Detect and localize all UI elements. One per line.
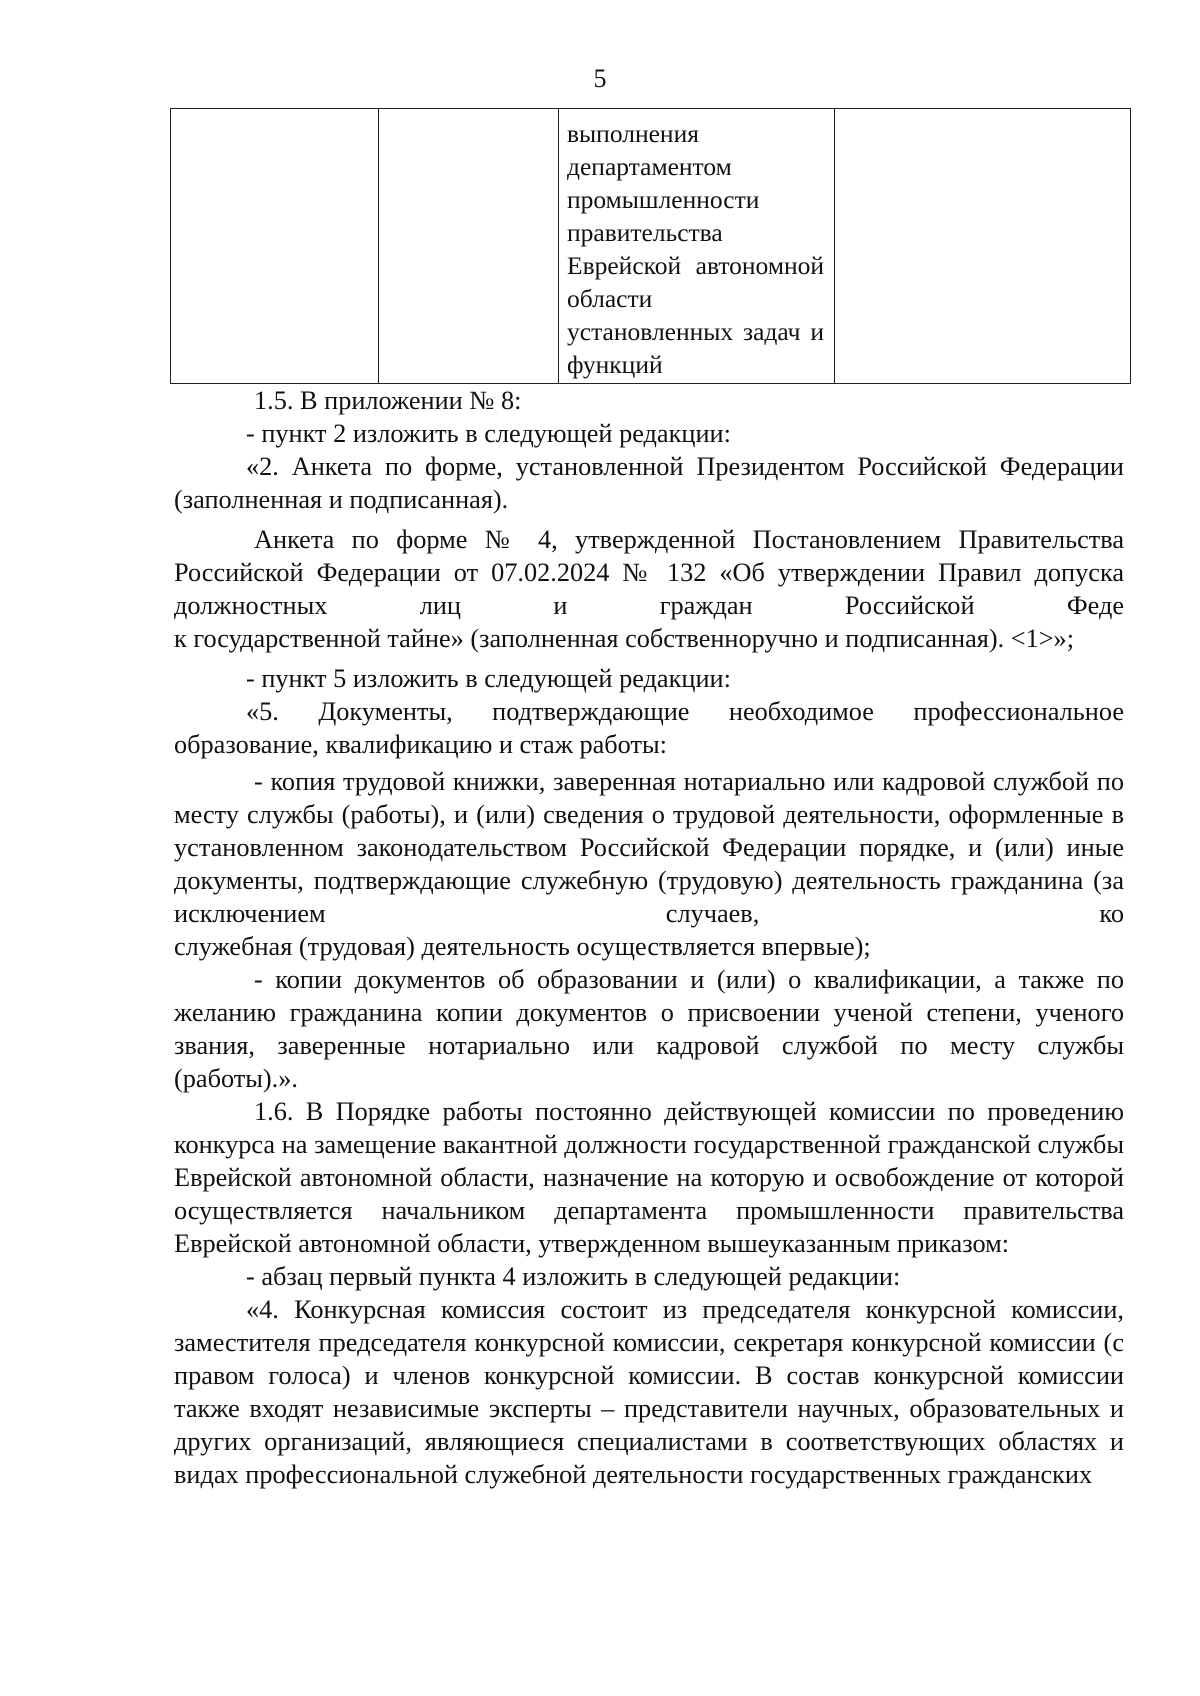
paragraph-labor-book: - копия трудовой книжки, заверенная нотариально или кадровой службой по месту службы (работы), и (или) сведения о трудовой деятельности, оформленные в установленном законодательством Российской Федерации порядке, и (или) иные документы, подтверждающие служебную (трудовую) деятельность гражданина (за исключением случаев, ко xyxy=(174,767,1124,928)
paragraph-questionnaire-form-4-cont: к государственной тайне» (заполненная собственноручно и подписанная). <1>»; xyxy=(174,624,1075,653)
paragraph-item-5-text: «5. Документы, подтверждающие необходимое профессиональное образование, квалификацию и стаж работы: xyxy=(174,697,1124,759)
paragraph-1-5: 1.5. В приложении № 8: xyxy=(254,386,522,415)
paragraph-labor-book-cont: служебная (трудовая) деятельность осуществляется впервые); xyxy=(174,932,871,961)
paragraph-item-4-text: «4. Конкурсная комиссия состоит из председателя конкурсной комиссии, заместителя председателя конкурсной комиссии, секретаря конкурсной комиссии (с правом голоса) и членов конкурсной комиссии. В состав конкурсной комиссии также входят независимые эксперты – представители научных, образовательных и других организаций, являющиеся специалистами в соответствующих областях и видах профессиональной служебной деятельности государственных гражданских xyxy=(174,1295,1124,1489)
table-cell xyxy=(835,109,1131,384)
continuation-table xyxy=(170,108,1131,384)
document-body xyxy=(174,384,1124,1491)
paragraph-item-5-intro: - пункт 5 изложить в следующей редакции: xyxy=(246,664,731,693)
paragraph-item-2-intro: - пункт 2 изложить в следующей редакции: xyxy=(246,419,731,448)
paragraph-item-2-text: «2. Анкета по форме, установленной Президентом Российской Федерации (заполненная и подписанная). xyxy=(174,452,1124,514)
page-number: 5 xyxy=(593,64,607,93)
paragraph-1-6: 1.6. В Порядке работы постоянно действующей комиссии по проведению конкурса на замещение вакантной должности государственной гражданской службы Еврейской автономной области, назначение на которую и освобождение от которой осуществляется начальником департамента промышленности правительства Еврейской автономной области, утвержденном вышеуказанным приказом: xyxy=(174,1097,1124,1258)
table-cell xyxy=(379,109,559,384)
paragraph-education-documents: - копии документов об образовании и (или) о квалификации, а также по желанию гражданина копии документов о присвоении ученой степени, ученого звания, заверенные нотариально или кадровой службой по месту службы (работы).». xyxy=(174,965,1124,1093)
paragraph-questionnaire-form-4: Анкета по форме № 4, утвержденной Постановлением Правительства Российской Федерации от 07.02.2024 № 132 «Об утверждении Правил допуска должностных лиц и граждан Российской Феде xyxy=(174,525,1124,620)
paragraph-item-4-intro: - абзац первый пункта 4 изложить в следующей редакции: xyxy=(246,1262,901,1291)
table-cell xyxy=(171,109,379,384)
table-cell xyxy=(559,109,835,384)
table-row xyxy=(171,109,1131,384)
table-cell-text: выполнения департаментом промышленности правительства Еврейской автономной области установленных задач и функций xyxy=(567,119,824,379)
